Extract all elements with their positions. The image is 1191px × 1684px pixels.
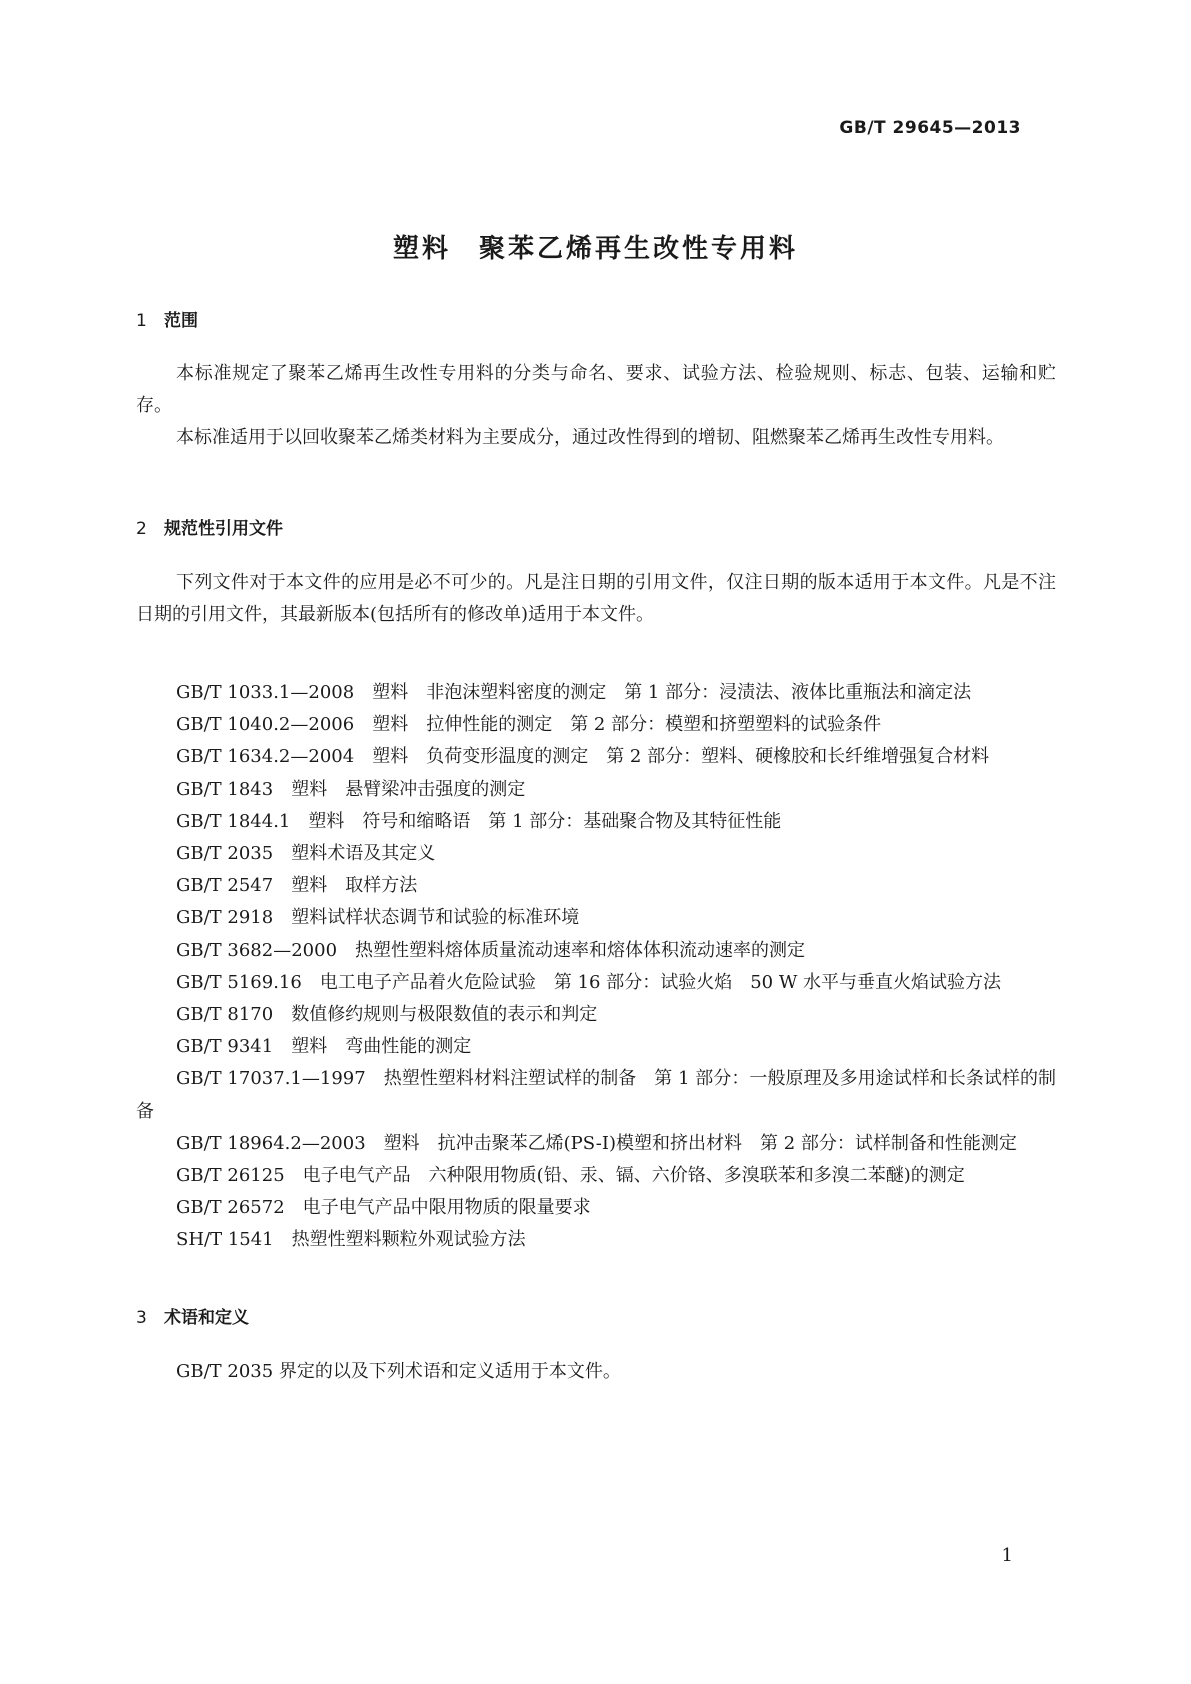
reference-item: [136, 1192, 1056, 1224]
section-number: 1: [136, 311, 147, 331]
title-part-1: 塑料: [392, 234, 451, 264]
reference-title: 塑料 悬臂梁冲击强度的测定: [291, 778, 526, 800]
reference-item: [136, 1128, 1056, 1160]
section-1-paragraph-1: 本标准规定了聚苯乙烯再生改性专用料的分类与命名、要求、试验方法、检验规则、标志、包装、运输和贮存。: [136, 363, 1056, 416]
reference-item: [136, 1160, 1056, 1192]
section-number: 3: [136, 1308, 147, 1328]
reference-item: [136, 1224, 1056, 1256]
document-title: [0, 228, 1191, 265]
reference-code: GB/T 1040.2—2006: [176, 714, 355, 736]
reference-code: GB/T 1844.1: [176, 810, 291, 832]
reference-code: GB/T 1634.2—2004: [176, 746, 355, 768]
reference-item: [136, 999, 1056, 1031]
reference-title: 塑料 取样方法: [291, 875, 418, 897]
section-title: 术语和定义: [164, 1308, 249, 1328]
reference-code: GB/T 1843: [176, 778, 274, 800]
reference-item: [136, 1063, 1056, 1127]
reference-title: 电工电子产品着火危险试验 第 16 部分：试验火焰 50 W 水平与垂直火焰试验方法: [319, 971, 1002, 993]
reference-code: GB/T 2035: [176, 843, 274, 865]
reference-title: 塑料试样状态调节和试验的标准环境: [291, 907, 580, 929]
reference-code: GB/T 1033.1—2008: [176, 682, 355, 703]
section-title: 范围: [164, 311, 198, 331]
reference-item: [136, 774, 1056, 806]
reference-item: [136, 902, 1056, 934]
section-1-paragraph-2: 本标准适用于以回收聚苯乙烯类材料为主要成分，通过改性得到的增韧、阻燃聚苯乙烯再生改性专用料。: [176, 427, 1004, 448]
reference-item: [136, 741, 1056, 773]
reference-title: 塑料术语及其定义: [291, 843, 436, 865]
reference-code: GB/T 9341: [176, 1036, 274, 1058]
reference-title: 热塑性塑料材料注塑试样的制备 第 1 部分：一般原理及多用途试样和长条试样的制备: [136, 1068, 1056, 1122]
reference-title: 塑料 负荷变形温度的测定 第 2 部分：塑料、硬橡胶和长纤维增强复合材料: [372, 746, 990, 768]
reference-code: GB/T 26125: [176, 1165, 285, 1187]
reference-code: GB/T 3682—2000: [176, 939, 338, 961]
section-number: 2: [136, 519, 147, 539]
reference-title: 塑料 抗冲击聚苯乙烯(PS-I)模塑和挤出材料 第 2 部分：试样制备和性能测定: [383, 1132, 1017, 1154]
reference-title: 电子电气产品中限用物质的限量要求: [302, 1197, 591, 1219]
reference-item: [136, 838, 1056, 870]
reference-item: [136, 709, 1056, 741]
reference-code: GB/T 8170: [176, 1004, 274, 1026]
reference-title: 塑料 非泡沫塑料密度的测定 第 1 部分：浸渍法、液体比重瓶法和滴定法: [372, 682, 972, 703]
reference-item: [136, 806, 1056, 838]
section-2-intro: 下列文件对于本文件的应用是必不可少的。凡是注日期的引用文件，仅注日期的版本适用于本文件。凡是不注日期的引用文件，其最新版本(包括所有的修改单)适用于本文件。: [136, 572, 1056, 625]
reference-item: [136, 935, 1056, 967]
reference-title: 电子电气产品 六种限用物质(铅、汞、镉、六价铬、多溴联苯和多溴二苯醚)的测定: [302, 1165, 965, 1187]
reference-title: 塑料 符号和缩略语 第 1 部分：基础聚合物及其特征性能: [308, 810, 782, 832]
section-title: 规范性引用文件: [164, 519, 283, 539]
section-2-heading: [136, 514, 283, 539]
reference-item: [136, 870, 1056, 902]
section-1-heading: [136, 306, 198, 331]
reference-title: 塑料 拉伸性能的测定 第 2 部分：模塑和挤塑塑料的试验条件: [372, 714, 882, 736]
reference-title: 塑料 弯曲性能的测定: [291, 1036, 472, 1058]
section-3-paragraph-1: GB/T 2035 界定的以及下列术语和定义适用于本文件。: [176, 1361, 621, 1382]
reference-item: [136, 677, 1056, 709]
reference-code: GB/T 2918: [176, 907, 274, 929]
reference-code: GB/T 5169.16: [176, 971, 302, 993]
reference-item: [136, 967, 1056, 999]
reference-item: [136, 1031, 1056, 1063]
reference-title: 数值修约规则与极限数值的表示和判定: [291, 1004, 598, 1026]
reference-code: SH/T 1541: [176, 1229, 274, 1251]
reference-title: 热塑性塑料颗粒外观试验方法: [291, 1229, 526, 1251]
reference-code: GB/T 26572: [176, 1197, 285, 1219]
page-number: 1: [1001, 1545, 1013, 1566]
reference-code: GB/T 18964.2—2003: [176, 1132, 366, 1154]
reference-title: 热塑性塑料熔体质量流动速率和熔体体积流动速率的测定: [355, 939, 806, 961]
reference-code: GB/T 17037.1—1997: [176, 1068, 366, 1090]
reference-code: GB/T 2547: [176, 875, 274, 897]
standard-number: GB/T 29645—2013: [839, 118, 1021, 138]
section-3-heading: [136, 1303, 249, 1328]
normative-references-list: [136, 677, 1056, 1257]
title-part-2: 聚苯乙烯再生改性专用料: [479, 234, 799, 264]
